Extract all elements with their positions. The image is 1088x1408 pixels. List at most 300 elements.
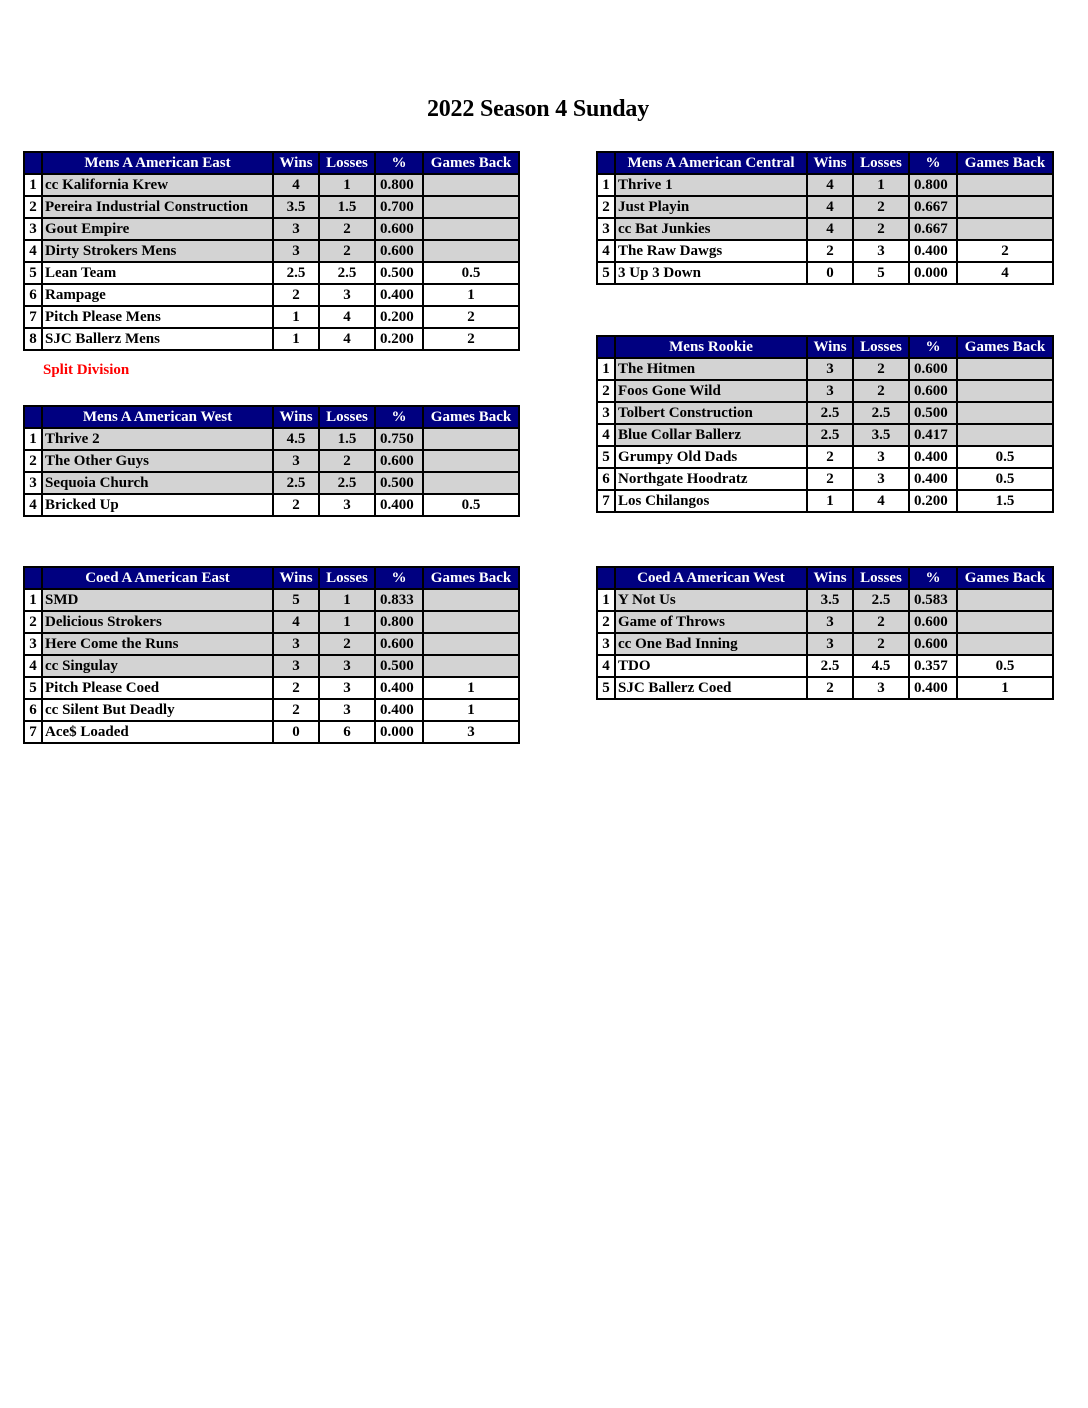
team-losses: 4.5 [853,655,909,677]
team-name: Pitch Please Coed [42,677,273,699]
team-rank: 3 [24,218,42,240]
team-name: Northgate Hoodratz [615,468,807,490]
team-rank: 4 [597,424,615,446]
table-row [597,490,1053,512]
team-losses: 3 [853,446,909,468]
team-wins: 4 [807,218,853,240]
team-win-pct: 0.667 [909,196,957,218]
table-row [597,633,1053,655]
team-rank: 4 [597,655,615,677]
team-wins: 3 [807,380,853,402]
team-rank: 6 [24,284,42,306]
team-wins: 2 [807,468,853,490]
team-rank: 5 [597,262,615,284]
team-rank: 7 [597,490,615,512]
team-name: Thrive 1 [615,174,807,196]
team-losses: 1.5 [319,196,375,218]
team-games-back [957,589,1053,611]
team-games-back [423,450,519,472]
team-win-pct: 0.000 [375,721,423,743]
team-win-pct: 0.200 [909,490,957,512]
team-name: Foos Gone Wild [615,380,807,402]
team-losses: 2 [319,450,375,472]
team-name: Sequoia Church [42,472,273,494]
table-row [24,494,519,516]
team-losses: 4 [319,306,375,328]
losses-header: Losses [853,567,909,589]
table-row [24,174,519,196]
team-win-pct: 0.400 [909,468,957,490]
team-rank: 2 [24,196,42,218]
team-win-pct: 0.400 [909,677,957,699]
team-losses: 2 [853,196,909,218]
pct-header: % [909,152,957,174]
team-win-pct: 0.600 [375,240,423,262]
table-row [24,218,519,240]
wins-header: Wins [273,152,319,174]
table-row [24,677,519,699]
rank-header [597,152,615,174]
team-rank: 5 [597,446,615,468]
team-name: cc One Bad Inning [615,633,807,655]
table-header-row [24,152,519,174]
losses-header: Losses [853,152,909,174]
team-wins: 3.5 [807,589,853,611]
team-losses: 6 [319,721,375,743]
team-rank: 7 [24,721,42,743]
pct-header: % [909,567,957,589]
table-header-row [24,567,519,589]
table-row [597,402,1053,424]
team-losses: 3 [319,494,375,516]
games-back-header: Games Back [957,567,1053,589]
table-row [24,196,519,218]
team-games-back [957,196,1053,218]
team-rank: 4 [24,655,42,677]
team-win-pct: 0.800 [375,174,423,196]
team-games-back [957,174,1053,196]
games-back-header: Games Back [423,406,519,428]
table-row [597,677,1053,699]
team-wins: 1 [273,328,319,350]
team-losses: 3 [853,468,909,490]
table-row [597,196,1053,218]
team-win-pct: 0.400 [375,284,423,306]
team-wins: 2 [273,699,319,721]
team-name: Blue Collar Ballerz [615,424,807,446]
team-win-pct: 0.500 [375,655,423,677]
wins-header: Wins [807,336,853,358]
table-header-row [597,567,1053,589]
team-rank: 6 [597,468,615,490]
wins-header: Wins [273,567,319,589]
team-rank: 2 [24,611,42,633]
team-name: Grumpy Old Dads [615,446,807,468]
team-games-back [423,611,519,633]
division-name: Mens Rookie [615,336,807,358]
team-wins: 1 [273,306,319,328]
team-wins: 2 [807,677,853,699]
team-win-pct: 0.200 [375,306,423,328]
team-losses: 2 [853,358,909,380]
table-header-row [597,152,1053,174]
team-win-pct: 0.400 [909,240,957,262]
team-games-back: 1 [957,677,1053,699]
team-games-back [423,196,519,218]
table-row [24,240,519,262]
team-wins: 3 [273,633,319,655]
rank-header [24,152,42,174]
team-win-pct: 0.417 [909,424,957,446]
team-wins: 2.5 [273,262,319,284]
team-rank: 3 [597,633,615,655]
team-rank: 2 [597,380,615,402]
division-name: Mens A American West [42,406,273,428]
division-name: Mens A American Central [615,152,807,174]
team-wins: 4 [273,611,319,633]
table-row [24,262,519,284]
table-row [597,611,1053,633]
team-name: Rampage [42,284,273,306]
team-games-back [423,174,519,196]
table-header-row [24,406,519,428]
team-name: SJC Ballerz Mens [42,328,273,350]
team-wins: 2 [273,284,319,306]
table-row [24,655,519,677]
team-wins: 0 [807,262,853,284]
team-losses: 2 [319,240,375,262]
team-win-pct: 0.000 [909,262,957,284]
team-win-pct: 0.500 [909,402,957,424]
team-name: Gout Empire [42,218,273,240]
team-win-pct: 0.800 [375,611,423,633]
team-wins: 2.5 [807,402,853,424]
table-row [24,328,519,350]
table-row [24,428,519,450]
team-rank: 3 [24,633,42,655]
team-games-back [957,380,1053,402]
team-games-back: 1.5 [957,490,1053,512]
team-win-pct: 0.500 [375,472,423,494]
team-wins: 3 [807,358,853,380]
wins-header: Wins [807,567,853,589]
team-losses: 1.5 [319,428,375,450]
team-losses: 4 [853,490,909,512]
team-name: The Other Guys [42,450,273,472]
division-name: Mens A American East [42,152,273,174]
standings-table-mens-a-american-east [23,151,520,351]
team-wins: 3 [273,240,319,262]
team-losses: 2 [853,218,909,240]
team-games-back: 1 [423,699,519,721]
pct-header: % [375,567,423,589]
team-games-back: 0.5 [957,446,1053,468]
team-wins: 2 [273,494,319,516]
team-wins: 4 [807,196,853,218]
wins-header: Wins [273,406,319,428]
team-losses: 2 [319,218,375,240]
team-games-back [957,218,1053,240]
games-back-header: Games Back [423,567,519,589]
team-losses: 3 [319,699,375,721]
team-name: cc Silent But Deadly [42,699,273,721]
table-row [597,174,1053,196]
table-row [24,284,519,306]
team-win-pct: 0.600 [375,218,423,240]
team-rank: 1 [597,174,615,196]
team-games-back: 2 [423,328,519,350]
team-wins: 2 [807,240,853,262]
team-name: Pereira Industrial Construction [42,196,273,218]
team-name: Y Not Us [615,589,807,611]
team-losses: 1 [319,589,375,611]
team-losses: 2.5 [319,472,375,494]
team-name: Game of Throws [615,611,807,633]
team-wins: 2.5 [807,424,853,446]
team-rank: 3 [597,218,615,240]
team-rank: 2 [597,196,615,218]
rank-header [597,336,615,358]
team-name: SJC Ballerz Coed [615,677,807,699]
team-losses: 3 [319,677,375,699]
team-name: Just Playin [615,196,807,218]
team-games-back: 0.5 [423,494,519,516]
team-games-back: 1 [423,284,519,306]
team-rank: 8 [24,328,42,350]
table-header-row [597,336,1053,358]
team-losses: 2.5 [853,589,909,611]
team-wins: 3 [273,218,319,240]
team-games-back [957,633,1053,655]
team-wins: 3 [273,450,319,472]
team-games-back: 2 [957,240,1053,262]
team-losses: 2.5 [319,262,375,284]
team-name: Los Chilangos [615,490,807,512]
table-row [597,424,1053,446]
team-games-back: 2 [423,306,519,328]
team-name: Bricked Up [42,494,273,516]
table-row [597,240,1053,262]
team-games-back [957,424,1053,446]
table-row [597,446,1053,468]
team-wins: 3 [807,611,853,633]
team-losses: 2 [853,380,909,402]
team-wins: 2.5 [273,472,319,494]
team-rank: 2 [24,450,42,472]
team-losses: 1 [853,174,909,196]
team-losses: 3.5 [853,424,909,446]
rank-header [24,567,42,589]
table-row [24,699,519,721]
team-win-pct: 0.667 [909,218,957,240]
team-win-pct: 0.600 [909,611,957,633]
team-rank: 1 [24,174,42,196]
team-losses: 2 [853,611,909,633]
wins-header: Wins [807,152,853,174]
team-games-back: 0.5 [957,468,1053,490]
team-games-back [423,633,519,655]
team-losses: 3 [319,284,375,306]
team-wins: 0 [273,721,319,743]
team-name: TDO [615,655,807,677]
team-wins: 2.5 [807,655,853,677]
team-win-pct: 0.600 [375,633,423,655]
team-games-back: 0.5 [423,262,519,284]
team-games-back [423,655,519,677]
standings-table-mens-a-american-west [23,405,520,517]
team-games-back: 1 [423,677,519,699]
team-rank: 1 [24,428,42,450]
team-wins: 3.5 [273,196,319,218]
standings-table-mens-rookie [596,335,1054,513]
losses-header: Losses [319,567,375,589]
team-losses: 3 [853,240,909,262]
team-win-pct: 0.400 [375,677,423,699]
team-losses: 1 [319,611,375,633]
games-back-header: Games Back [423,152,519,174]
team-win-pct: 0.600 [909,633,957,655]
team-rank: 5 [24,677,42,699]
table-row [597,380,1053,402]
team-wins: 3 [273,655,319,677]
rank-header [597,567,615,589]
team-rank: 1 [597,358,615,380]
team-games-back [957,402,1053,424]
standings-table-mens-a-american-central [596,151,1054,285]
team-name: Delicious Strokers [42,611,273,633]
pct-header: % [375,406,423,428]
division-name: Coed A American East [42,567,273,589]
split-division-note: Split Division [43,362,130,378]
team-win-pct: 0.750 [375,428,423,450]
team-wins: 4 [273,174,319,196]
team-name: Dirty Strokers Mens [42,240,273,262]
team-win-pct: 0.600 [909,380,957,402]
team-wins: 2 [273,677,319,699]
team-losses: 3 [319,655,375,677]
losses-header: Losses [853,336,909,358]
team-win-pct: 0.400 [375,699,423,721]
table-row [24,589,519,611]
team-games-back [423,472,519,494]
pct-header: % [909,336,957,358]
division-name: Coed A American West [615,567,807,589]
team-win-pct: 0.200 [375,328,423,350]
losses-header: Losses [319,406,375,428]
team-losses: 2.5 [853,402,909,424]
table-row [597,262,1053,284]
team-name: cc Bat Junkies [615,218,807,240]
team-losses: 2 [853,633,909,655]
games-back-header: Games Back [957,152,1053,174]
team-name: cc Singulay [42,655,273,677]
table-row [24,721,519,743]
team-wins: 4.5 [273,428,319,450]
page-title: 2022 Season 4 Sunday [426,96,650,122]
team-games-back: 0.5 [957,655,1053,677]
standings-table-coed-a-american-west [596,566,1054,700]
team-name: The Hitmen [615,358,807,380]
table-row [24,450,519,472]
team-rank: 3 [597,402,615,424]
pct-header: % [375,152,423,174]
team-win-pct: 0.400 [909,446,957,468]
team-rank: 3 [24,472,42,494]
table-row [597,468,1053,490]
table-row [24,611,519,633]
team-name: Pitch Please Mens [42,306,273,328]
team-rank: 4 [597,240,615,262]
rank-header [24,406,42,428]
team-name: Here Come the Runs [42,633,273,655]
team-win-pct: 0.400 [375,494,423,516]
team-wins: 3 [807,633,853,655]
team-rank: 5 [24,262,42,284]
team-losses: 2 [319,633,375,655]
team-games-back [423,240,519,262]
team-rank: 4 [24,494,42,516]
table-row [24,472,519,494]
team-win-pct: 0.833 [375,589,423,611]
standings-table-coed-a-american-east [23,566,520,744]
team-rank: 4 [24,240,42,262]
table-row [597,589,1053,611]
team-games-back [423,428,519,450]
team-win-pct: 0.700 [375,196,423,218]
team-losses: 3 [853,677,909,699]
team-losses: 5 [853,262,909,284]
team-name: The Raw Dawgs [615,240,807,262]
team-rank: 1 [24,589,42,611]
team-win-pct: 0.583 [909,589,957,611]
team-losses: 1 [319,174,375,196]
games-back-header: Games Back [957,336,1053,358]
team-games-back [423,218,519,240]
team-name: SMD [42,589,273,611]
team-win-pct: 0.600 [909,358,957,380]
losses-header: Losses [319,152,375,174]
team-name: cc Kalifornia Krew [42,174,273,196]
team-name: 3 Up 3 Down [615,262,807,284]
table-row [597,655,1053,677]
table-row [597,218,1053,240]
team-win-pct: 0.800 [909,174,957,196]
team-rank: 2 [597,611,615,633]
table-row [24,306,519,328]
team-name: Lean Team [42,262,273,284]
table-row [597,358,1053,380]
team-win-pct: 0.357 [909,655,957,677]
team-name: Thrive 2 [42,428,273,450]
team-games-back [957,358,1053,380]
team-games-back: 3 [423,721,519,743]
table-row [24,633,519,655]
team-rank: 7 [24,306,42,328]
team-win-pct: 0.600 [375,450,423,472]
team-losses: 4 [319,328,375,350]
team-rank: 6 [24,699,42,721]
team-games-back: 4 [957,262,1053,284]
team-wins: 2 [807,446,853,468]
team-name: Tolbert Construction [615,402,807,424]
team-games-back [957,611,1053,633]
team-wins: 5 [273,589,319,611]
team-wins: 4 [807,174,853,196]
team-win-pct: 0.500 [375,262,423,284]
team-name: Ace$ Loaded [42,721,273,743]
team-games-back [423,589,519,611]
team-wins: 1 [807,490,853,512]
